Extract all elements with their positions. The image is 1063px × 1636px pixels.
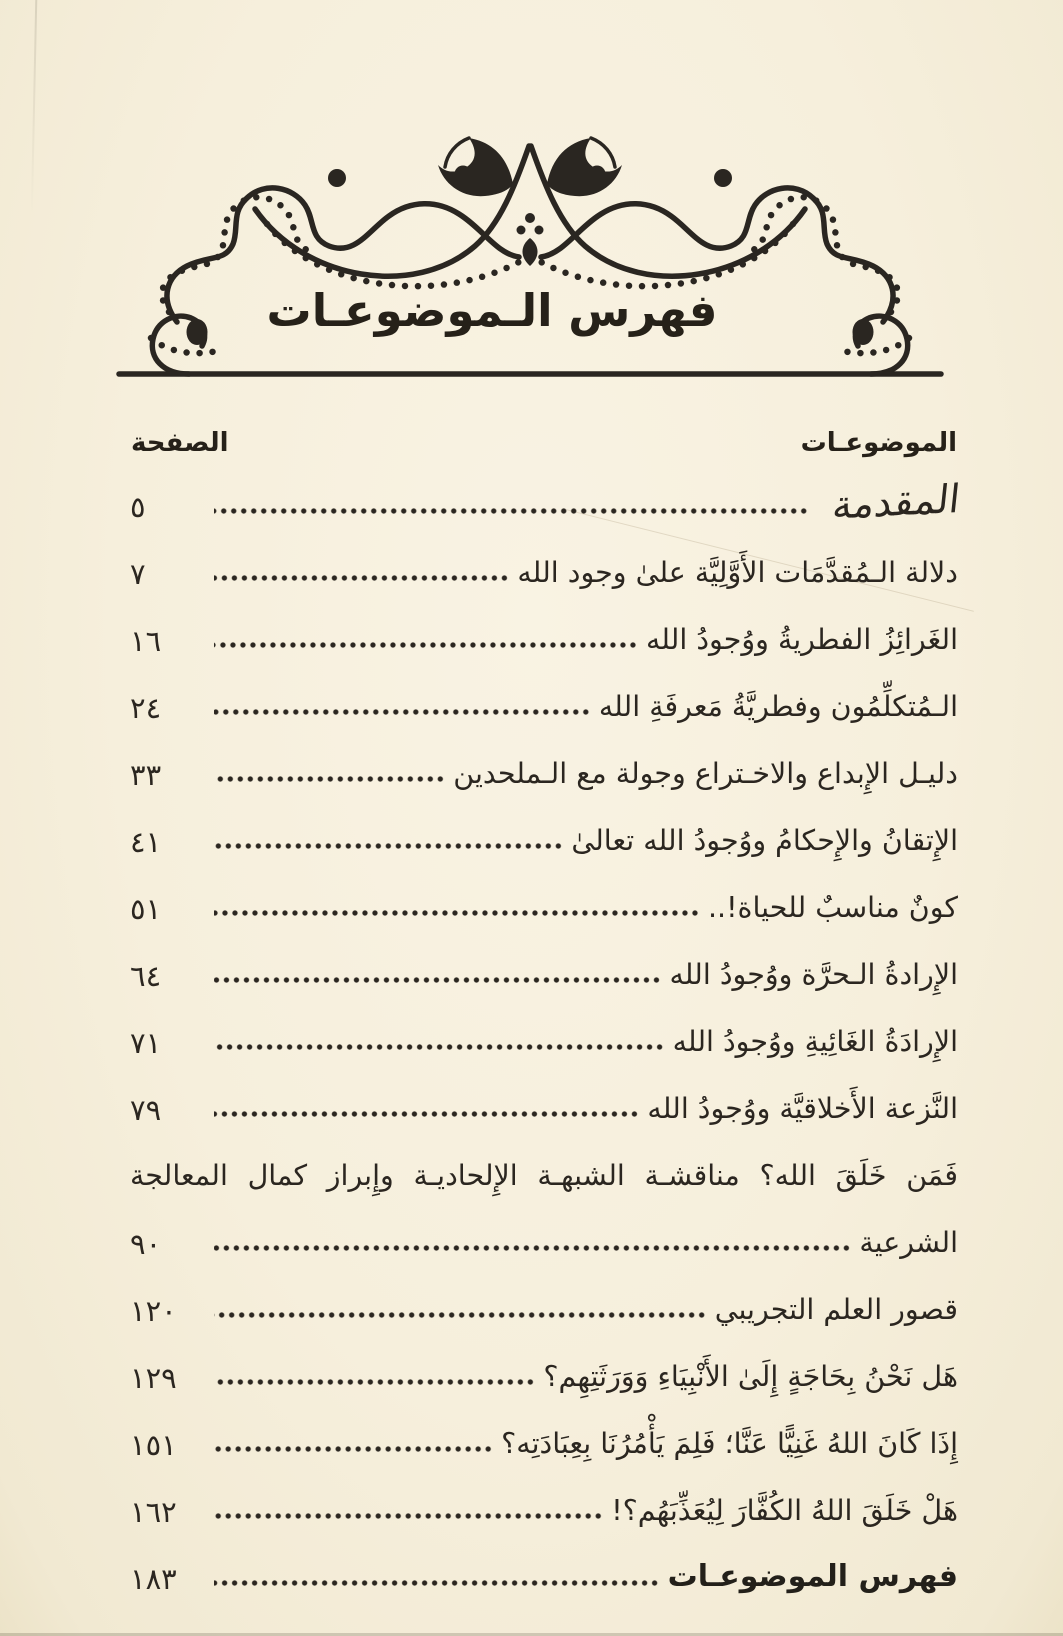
toc-entry-page-number: ٤١ xyxy=(130,825,162,859)
dotted-leader xyxy=(214,1376,535,1388)
header-ornament xyxy=(115,126,945,384)
dotted-leader xyxy=(214,974,661,986)
dotted-leader xyxy=(214,1041,665,1053)
dotted-leader xyxy=(214,1108,639,1120)
dotted-leader xyxy=(214,572,509,584)
toc-entry-page-number: ١٥١ xyxy=(130,1428,177,1462)
toc-row xyxy=(130,1465,958,1532)
toc-entry-title: الإِرادةُ الـحرَّة ووُجودُ الله xyxy=(669,958,958,992)
page-column-header: الصفحة xyxy=(131,428,229,458)
toc-entry-title: قصور العلم التجريبي xyxy=(714,1293,958,1327)
dotted-leader xyxy=(214,907,700,919)
dotted-leader xyxy=(214,773,445,785)
toc-entry-page-number: ٣٣ xyxy=(130,758,162,792)
toc-entry-page-number: ٧ xyxy=(130,557,146,591)
decorative-frame-icon xyxy=(115,126,945,384)
toc-entry-title: الغَرائِزُ الفطريةُ ووُجودُ الله xyxy=(645,623,958,657)
toc-row xyxy=(130,460,962,530)
toc-row xyxy=(130,1130,958,1197)
toc-entry-title: فَمَن خَلَقَ الله؟ مناقشـة الشبهـة الإِلحاديـة وإِبراز كمال المعالجة xyxy=(130,1159,958,1193)
toc-entry-page-number: ١٦٢ xyxy=(130,1495,177,1529)
toc-row xyxy=(130,1398,958,1465)
page-title: فهرس الـموضوعـات xyxy=(266,284,718,337)
toc-row xyxy=(130,795,958,862)
dotted-leader xyxy=(214,1577,660,1589)
paper-crease xyxy=(31,0,38,215)
toc-entry-title: إِذَا كَانَ اللهُ غَنِيًّا عَنَّا؛ فَلِمَ يَأْمُرُنَا بِعِبَادَتِه؟ xyxy=(501,1427,958,1461)
toc-entry-title: الـمُتكلِّمُون وفطريَّةُ مَعرفَةِ الله xyxy=(598,690,958,724)
toc-row xyxy=(130,728,958,795)
dotted-leader xyxy=(214,639,638,651)
topics-column-header: الموضوعـات xyxy=(800,428,957,458)
toc-entry-page-number: ٧١ xyxy=(130,1026,162,1060)
dotted-leader xyxy=(214,1510,603,1522)
toc-entry-title: دلالة الـمُقدَّمَات الأَوَّلِيَّة علىٰ وجود الله xyxy=(517,556,958,590)
toc-entry-title: الإِتقانُ والإِحكامُ ووُجودُ الله تعالىٰ xyxy=(571,824,958,858)
toc-row xyxy=(130,1063,958,1130)
toc-row xyxy=(130,929,958,996)
toc-entry-page-number: ١٢٩ xyxy=(130,1361,177,1395)
toc-entry-title: الإِرادَةُ الغَائِيةِ ووُجودُ الله xyxy=(672,1025,958,1059)
dotted-leader xyxy=(214,840,563,852)
toc-entry-page-number: ٢٤ xyxy=(130,691,162,725)
toc-entry-page-number: ٦٤ xyxy=(130,959,162,993)
toc-entry-title: هَلْ خَلَقَ اللهُ الكُفَّارَ لِيُعَذِّبَهُم؟! xyxy=(611,1494,958,1528)
toc-row xyxy=(130,661,958,728)
toc-entry-page-number: ١٦ xyxy=(130,624,162,658)
toc-entry-page-number: ٩٠ xyxy=(130,1227,162,1261)
toc-row xyxy=(130,1532,958,1599)
column-headers xyxy=(131,428,957,458)
toc-entry-title: هَل نَحْنُ بِحَاجَةٍ إِلَىٰ الأَنْبِيَاءِ وَوَرَثَتِهِم؟ xyxy=(543,1360,958,1394)
toc-entry-page-number: ١٢٠ xyxy=(130,1294,177,1328)
dotted-leader xyxy=(214,1309,707,1321)
toc-entry-title: الشرعية xyxy=(859,1226,958,1260)
toc-list xyxy=(130,460,962,1599)
dotted-leader xyxy=(214,706,591,718)
dotted-leader xyxy=(214,1443,493,1455)
toc-entry-title: النَّزعة الأَخلاقيَّة ووُجودُ الله xyxy=(647,1092,958,1126)
dotted-leader xyxy=(214,505,809,517)
dotted-leader xyxy=(214,1242,851,1254)
toc-entry-title: دليـل الإِبداع والاخـتراع وجولة مع الـملحدين xyxy=(453,757,958,791)
toc-row xyxy=(130,527,958,594)
toc-entry-page-number: ٥ xyxy=(130,490,146,524)
toc-row xyxy=(130,1331,958,1398)
toc-entry-page-number: ١٨٣ xyxy=(130,1562,177,1596)
toc-entry-title: فهرس الموضوعـات xyxy=(667,1559,958,1595)
toc-row xyxy=(130,594,958,661)
toc-row xyxy=(130,1264,958,1331)
toc-entry-title: المقدمة xyxy=(830,477,962,530)
toc-entry-page-number: ٧٩ xyxy=(130,1093,162,1127)
toc-entry-page-number: ٥١ xyxy=(130,892,162,926)
toc-row xyxy=(130,862,958,929)
toc-row xyxy=(130,996,958,1063)
toc-entry-title: كونٌ مناسبٌ للحياة!.. xyxy=(707,891,958,925)
toc-row xyxy=(130,1197,958,1264)
